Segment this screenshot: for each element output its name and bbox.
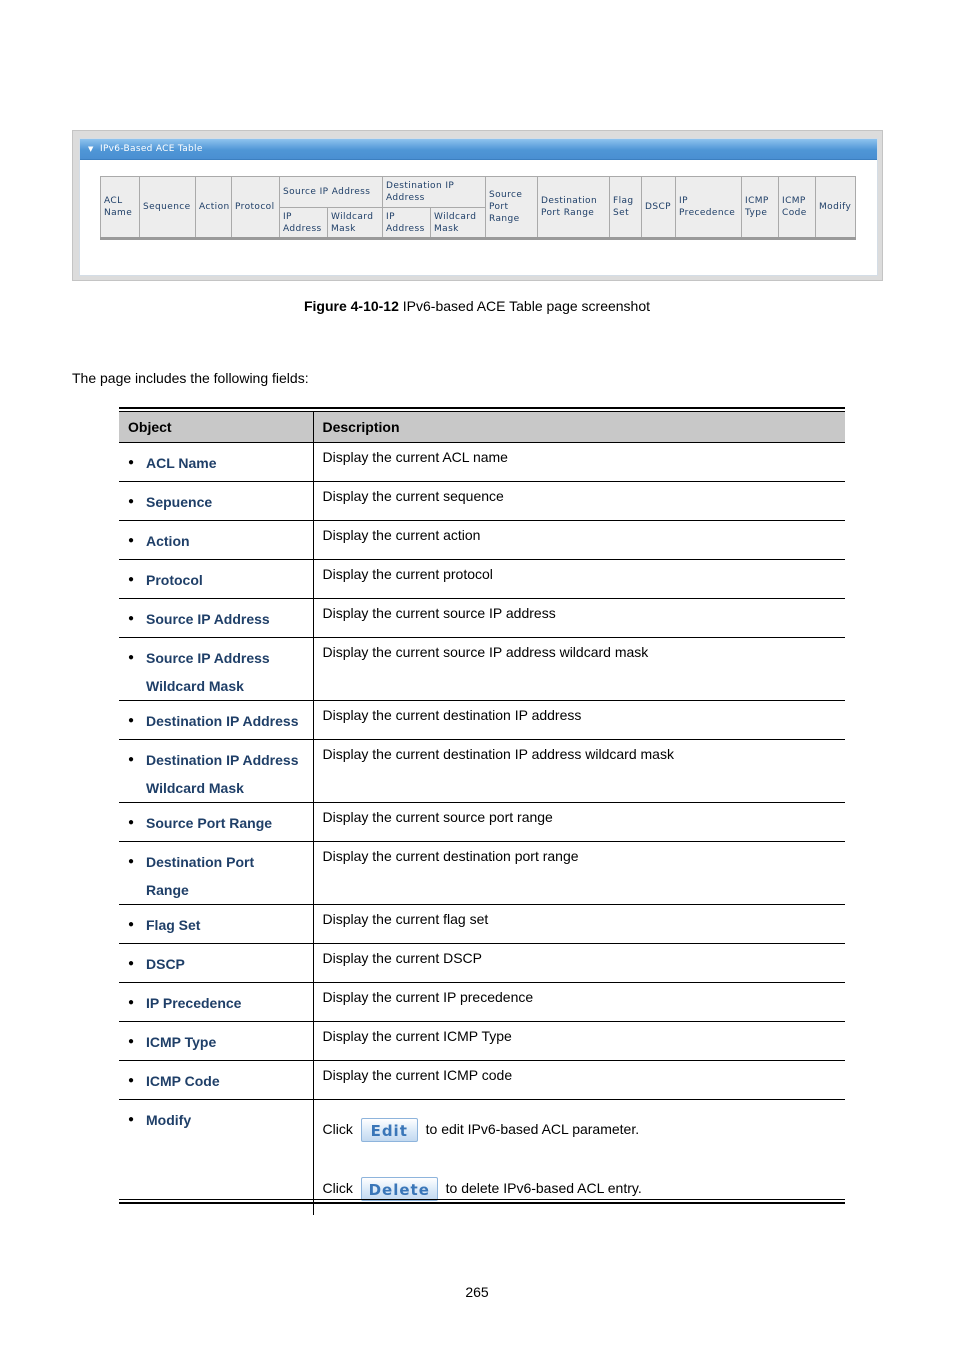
col-destination-port-range: Destination Port Range: [538, 177, 610, 239]
col-dscp: DSCP: [642, 177, 676, 239]
col-source-ip-address: Source IP Address: [280, 177, 383, 208]
object-description: Display the current destination port range: [322, 848, 579, 864]
bullet-icon: ●: [128, 715, 135, 726]
object-description: Display the current ICMP code: [322, 1067, 513, 1083]
click-text: Click: [322, 1121, 353, 1137]
intro-text: The page includes the following fields:: [72, 370, 309, 386]
object-name-cont: Range: [146, 882, 189, 898]
delete-description: to delete IPv6-based ACL entry.: [445, 1180, 642, 1196]
object-name: Sepuence: [146, 494, 213, 510]
bullet-icon: ●: [128, 919, 135, 930]
col-acl-name: ACL Name: [101, 177, 140, 239]
click-text: Click: [322, 1180, 353, 1196]
table-row-modify: [119, 1100, 845, 1215]
object-description: Display the current source IP address wildcard mask: [322, 644, 649, 660]
object-name-cont: Wildcard Mask: [146, 780, 244, 796]
table-bottom-rule: [119, 1199, 845, 1204]
col-flag-set: Flag Set: [610, 177, 642, 239]
object-name: ACL Name: [146, 455, 217, 471]
header-description: Description: [313, 412, 845, 443]
object-name: Action: [146, 533, 190, 549]
object-name: Source IP Address: [146, 650, 270, 666]
object-name: Flag Set: [146, 917, 201, 933]
page-number: 265: [465, 1284, 489, 1300]
collapse-arrow-icon[interactable]: ▼: [88, 145, 94, 153]
object-name: Source Port Range: [146, 815, 273, 831]
bullet-icon: ●: [128, 856, 135, 867]
table-row: [119, 740, 845, 803]
object-description: Display the current destination IP address: [322, 707, 582, 723]
col-icmp-code: ICMP Code: [779, 177, 816, 239]
bullet-icon: ●: [128, 817, 135, 828]
col-source-ip: IP Address: [280, 208, 328, 239]
bullet-icon: ●: [128, 652, 135, 663]
bullet-icon: ●: [128, 1075, 135, 1086]
object-name-cont: Wildcard Mask: [146, 678, 244, 694]
object-description: Display the current source port range: [322, 809, 553, 825]
table-row: [119, 905, 845, 944]
table-row: [119, 638, 845, 701]
object-description: Display the current flag set: [322, 911, 489, 927]
col-sequence: Sequence: [140, 177, 196, 239]
figure-caption: [0, 298, 954, 314]
edit-instruction: [323, 1114, 837, 1144]
edit-button[interactable]: Edit: [361, 1118, 418, 1142]
table-row: [119, 521, 845, 560]
fields-table: [119, 411, 845, 1215]
header-object: Object: [119, 412, 313, 443]
bullet-icon: ●: [128, 613, 135, 624]
edit-description: to edit IPv6-based ACL parameter.: [425, 1121, 640, 1137]
col-destination-ip: IP Address: [383, 208, 431, 239]
bullet-icon: ●: [128, 574, 135, 585]
object-name: ICMP Type: [146, 1034, 217, 1050]
object-description: Display the current ICMP Type: [322, 1028, 512, 1044]
object-name: Protocol: [146, 572, 203, 588]
table-row: [119, 560, 845, 599]
table-row: [119, 1061, 845, 1100]
object-description: Display the current source IP address: [322, 605, 556, 621]
col-modify: Modify: [816, 177, 856, 239]
bullet-icon: ●: [128, 754, 135, 765]
object-name: Destination IP Address: [146, 713, 299, 729]
col-protocol: Protocol: [232, 177, 280, 239]
object-description: Display the current protocol: [322, 566, 493, 582]
bullet-icon: ●: [128, 535, 135, 546]
object-name: Modify: [146, 1112, 192, 1128]
table-row: [119, 803, 845, 842]
bullet-icon: ●: [128, 457, 135, 468]
bullet-icon: ●: [128, 496, 135, 507]
table-row: [119, 482, 845, 521]
col-icmp-type: ICMP Type: [742, 177, 779, 239]
bullet-icon: ●: [128, 997, 135, 1008]
col-ip-precedence: IP Precedence: [676, 177, 742, 239]
table-top-rule: [119, 407, 845, 409]
object-name: Source IP Address: [146, 611, 270, 627]
col-action: Action: [196, 177, 232, 239]
object-description: Display the current DSCP: [322, 950, 483, 966]
object-description: Display the current ACL name: [322, 449, 508, 465]
col-destination-ip-address: Destination IP Address: [383, 177, 486, 208]
table-row: [119, 983, 845, 1022]
table-row: [119, 599, 845, 638]
panel-title: IPv6-Based ACE Table: [100, 144, 203, 154]
object-name: Destination IP Address: [146, 752, 299, 768]
bullet-icon: ●: [128, 958, 135, 969]
object-name: ICMP Code: [146, 1073, 220, 1089]
object-name: IP Precedence: [146, 995, 242, 1011]
bullet-icon: ●: [128, 1114, 135, 1125]
col-destination-wildcard: Wildcard Mask: [431, 208, 486, 239]
col-source-port-range: Source Port Range: [486, 177, 538, 239]
table-row: [119, 1022, 845, 1061]
table-row: [119, 443, 845, 482]
figure-label: Figure 4-10-12: [303, 298, 399, 314]
table-row: [119, 842, 845, 905]
object-description: Display the current sequence: [322, 488, 504, 504]
object-name: DSCP: [146, 956, 185, 972]
object-name: Destination Port: [146, 854, 255, 870]
object-description: Display the current IP precedence: [322, 989, 534, 1005]
ace-table: [100, 176, 856, 240]
table-row: [119, 701, 845, 740]
col-source-wildcard: Wildcard Mask: [328, 208, 383, 239]
delete-button[interactable]: Delete: [361, 1177, 438, 1201]
object-description: Display the current action: [322, 527, 481, 543]
bullet-icon: ●: [128, 1036, 135, 1047]
object-description: Display the current destination IP address wildcard mask: [322, 746, 674, 762]
panel-header: [80, 139, 877, 160]
figure-text: IPv6-based ACE Table page screenshot: [402, 298, 651, 314]
table-row: [119, 944, 845, 983]
